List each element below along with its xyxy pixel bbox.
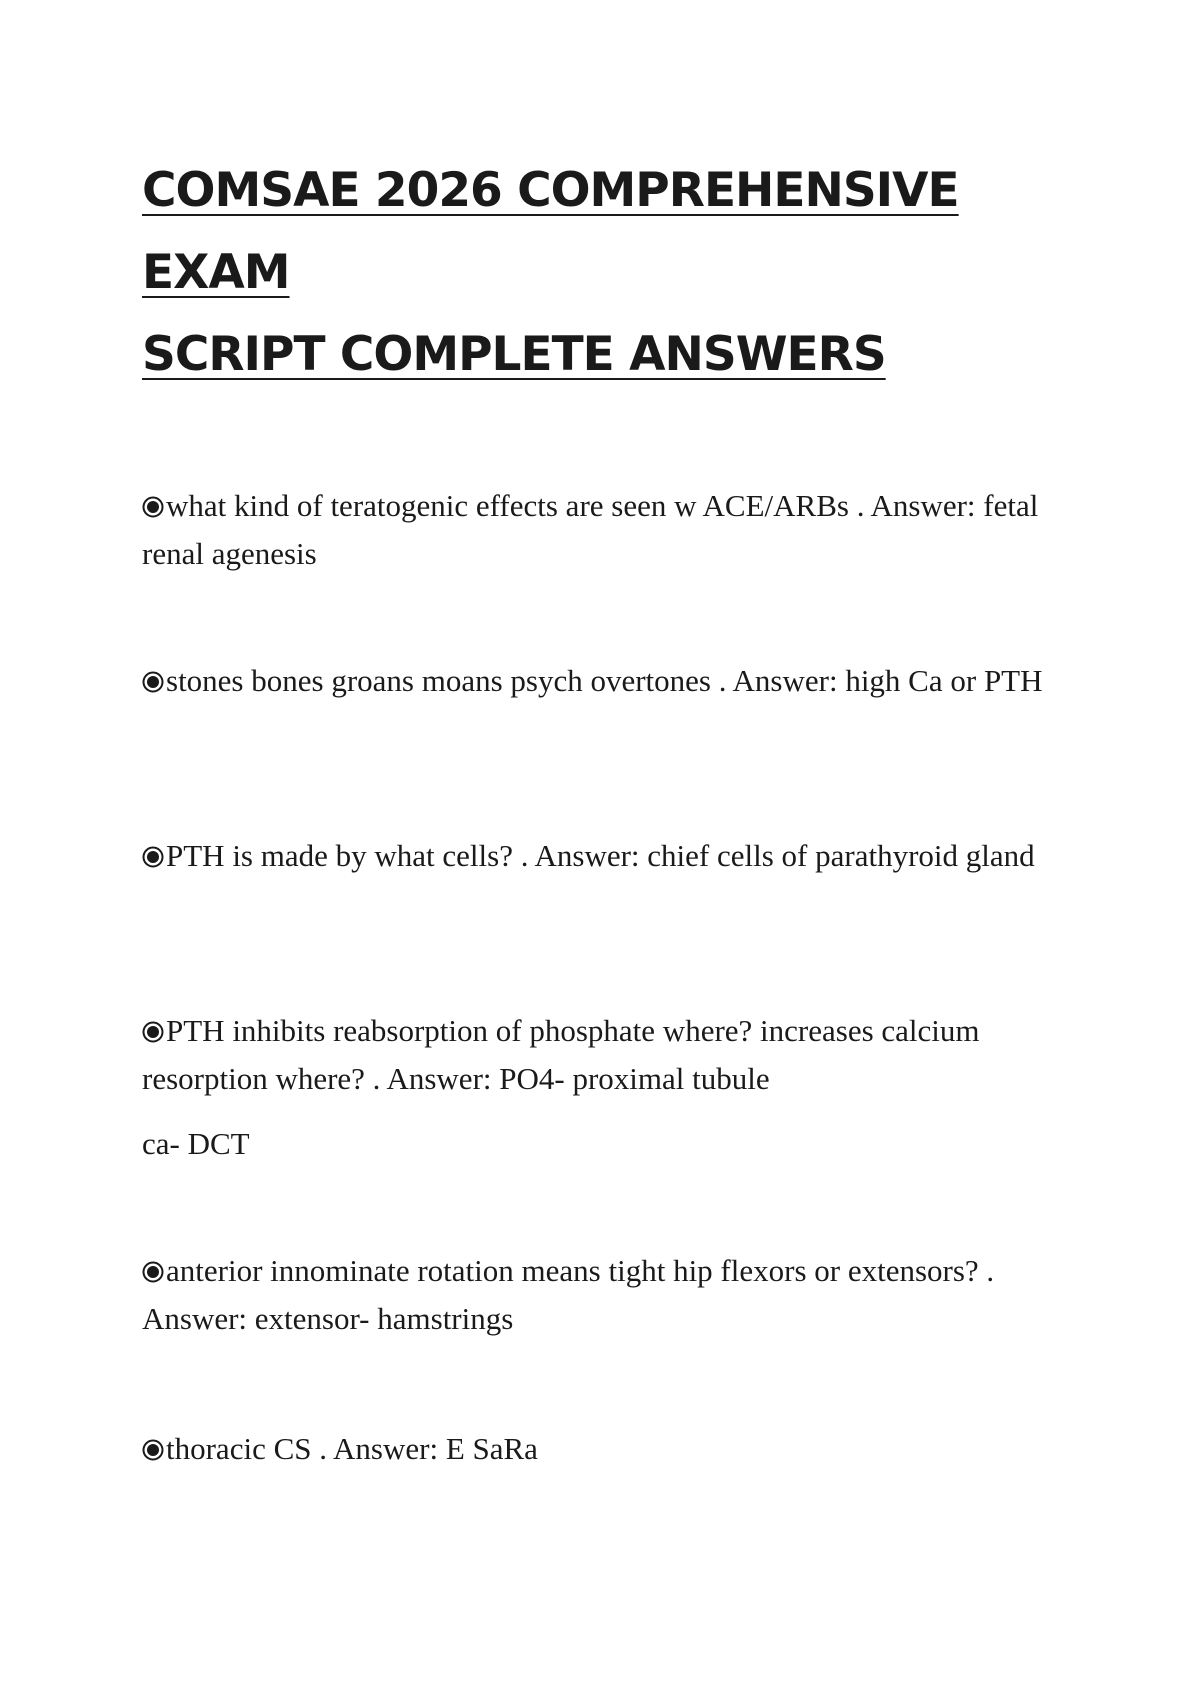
qa-text: stones bones groans moans psych overtones . Answer: high Ca or PTH — [166, 663, 1043, 698]
qa-item — [142, 482, 1062, 578]
bullet-icon — [142, 1021, 164, 1043]
title-line-2: SCRIPT COMPLETE ANSWERS — [142, 327, 886, 382]
bullet-icon — [142, 671, 164, 693]
qa-item — [142, 1247, 1062, 1343]
qa-extra-line: ca- DCT — [142, 1126, 250, 1161]
qa-text: PTH is made by what cells? . Answer: chief cells of parathyroid gland — [166, 838, 1035, 873]
qa-text: PTH inhibits reabsorption of phosphate where? increases calcium resorption where? . Answer: PO4- proximal tubule — [142, 1013, 980, 1096]
qa-item — [142, 832, 1062, 880]
bullet-icon — [142, 1261, 164, 1283]
bullet-icon — [142, 1439, 164, 1461]
qa-text: what kind of teratogenic effects are seen w ACE/ARBs . Answer: fetal renal agenesis — [142, 488, 1039, 571]
qa-text: anterior innominate rotation means tight hip flexors or extensors? . Answer: extensor- hamstrings — [142, 1253, 995, 1336]
bullet-icon — [142, 846, 164, 868]
title-line-1: COMSAE 2026 COMPREHENSIVE EXAM — [142, 163, 959, 300]
qa-item — [142, 1425, 1062, 1473]
qa-item — [142, 1007, 1062, 1103]
page-title — [142, 150, 1062, 396]
qa-text: thoracic CS . Answer: E SaRa — [166, 1431, 538, 1466]
qa-item — [142, 657, 1062, 705]
bullet-icon — [142, 496, 164, 518]
